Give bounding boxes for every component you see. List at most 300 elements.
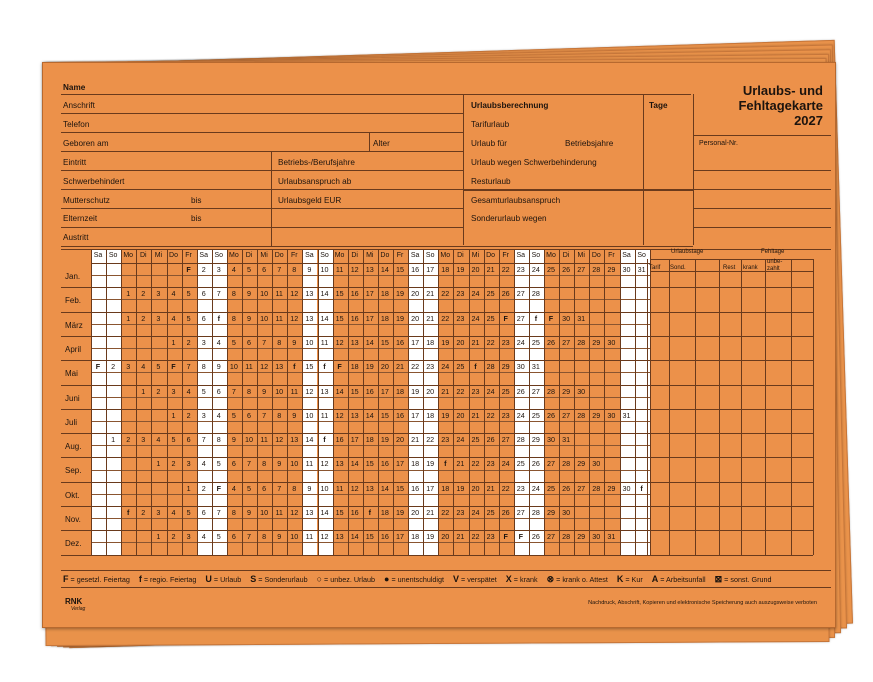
day-cell[interactable]: 29 (531, 435, 540, 445)
day-cell[interactable]: 20 (411, 508, 420, 517)
day-cell[interactable]: 28 (592, 265, 601, 274)
day-cell[interactable]: 11 (335, 265, 344, 274)
day-cell[interactable]: 5 (216, 459, 221, 469)
day-cell[interactable]: 18 (396, 386, 404, 396)
day-cell[interactable]: 4 (156, 435, 161, 445)
day-cell[interactable]: 1 (171, 337, 176, 347)
day-cell[interactable]: 23 (456, 508, 465, 517)
day-cell[interactable]: 27 (577, 265, 586, 274)
day-cell[interactable]: 30 (622, 265, 631, 274)
day-cell[interactable]: 7 (277, 265, 282, 274)
day-cell[interactable]: 23 (501, 410, 510, 420)
day-cell[interactable]: 14 (380, 483, 389, 493)
day-cell[interactable]: 22 (486, 410, 495, 420)
day-cell[interactable]: 20 (396, 435, 404, 445)
day-cell[interactable]: 23 (516, 265, 525, 274)
day-cell[interactable]: 4 (216, 410, 221, 420)
day-cell[interactable]: 29 (547, 508, 555, 517)
day-cell[interactable]: f (293, 362, 296, 372)
day-cell[interactable]: 18 (365, 435, 374, 445)
field-geboren[interactable]: Geboren am (63, 139, 109, 148)
day-cell[interactable]: 7 (201, 435, 206, 445)
day-cell[interactable]: 15 (305, 362, 314, 372)
day-cell[interactable]: 16 (411, 265, 420, 274)
day-cell[interactable]: 7 (186, 362, 191, 372)
day-cell[interactable]: 29 (562, 386, 571, 396)
day-cell[interactable]: 10 (260, 289, 269, 299)
day-cell[interactable]: 16 (350, 289, 359, 299)
day-cell[interactable]: 6 (186, 435, 191, 445)
day-cell[interactable]: 5 (171, 435, 176, 445)
day-cell[interactable]: 4 (231, 483, 236, 493)
day-cell[interactable]: 26 (531, 532, 540, 542)
day-cell[interactable]: 27 (516, 313, 525, 323)
day-cell[interactable]: 15 (396, 265, 404, 274)
day-cell[interactable]: f (217, 313, 220, 323)
day-cell[interactable]: 22 (456, 386, 465, 396)
day-cell[interactable]: 8 (247, 386, 251, 396)
day-cell[interactable]: 2 (141, 508, 146, 517)
day-cell[interactable]: 3 (186, 532, 191, 542)
day-cell[interactable]: F (518, 532, 523, 542)
day-cell[interactable]: 15 (335, 508, 344, 517)
day-cell[interactable]: 15 (335, 313, 344, 323)
day-cell[interactable]: 17 (365, 313, 374, 323)
day-cell[interactable]: 6 (201, 289, 206, 299)
day-cell[interactable]: 8 (292, 265, 297, 274)
day-cell[interactable]: 4 (201, 459, 206, 469)
day-cell[interactable]: 7 (277, 483, 282, 493)
day-cell[interactable]: 26 (486, 435, 495, 445)
day-cell[interactable]: 26 (501, 289, 510, 299)
row-resturlaub[interactable]: Resturlaub (471, 177, 511, 186)
day-cell[interactable]: 29 (592, 410, 601, 420)
day-cell[interactable]: 13 (290, 435, 299, 445)
day-cell[interactable]: 4 (141, 362, 146, 372)
day-cell[interactable]: 2 (126, 435, 131, 445)
day-cell[interactable]: 2 (141, 313, 146, 323)
day-cell[interactable]: 5 (186, 313, 191, 323)
day-cell[interactable]: 30 (577, 386, 586, 396)
day-cell[interactable]: 4 (171, 508, 176, 517)
day-cell[interactable]: 23 (426, 362, 435, 372)
day-cell[interactable]: 18 (441, 483, 450, 493)
field-austritt[interactable]: Austritt (63, 233, 89, 242)
day-cell[interactable]: 6 (231, 532, 236, 542)
day-cell[interactable]: 19 (456, 483, 465, 493)
day-cell[interactable]: 30 (592, 532, 601, 542)
field-anschrift[interactable]: Anschrift (63, 101, 95, 110)
day-cell[interactable]: 24 (471, 289, 480, 299)
day-cell[interactable]: 5 (186, 508, 191, 517)
day-cell[interactable]: 10 (305, 337, 314, 347)
day-cell[interactable]: 25 (531, 410, 540, 420)
field-elternzeit-bis[interactable]: bis (191, 214, 202, 223)
day-cell[interactable]: 3 (171, 386, 176, 396)
day-cell[interactable]: 23 (456, 289, 465, 299)
day-cell[interactable]: 26 (501, 508, 510, 517)
day-cell[interactable]: 7 (231, 386, 236, 396)
day-cell[interactable]: 12 (290, 313, 299, 323)
day-cell[interactable]: 11 (275, 508, 283, 517)
row-schwerbehinderung[interactable]: Urlaub wegen Schwerbehinderung (471, 158, 597, 167)
day-cell[interactable]: 30 (607, 337, 616, 347)
day-cell[interactable]: 12 (305, 386, 314, 396)
day-cell[interactable]: 15 (335, 289, 344, 299)
day-cell[interactable]: 18 (350, 362, 359, 372)
day-cell[interactable]: 15 (380, 337, 389, 347)
day-cell[interactable]: 11 (305, 459, 314, 469)
day-cell[interactable]: 5 (231, 410, 236, 420)
day-cell[interactable]: 2 (186, 337, 191, 347)
day-cell[interactable]: 23 (516, 483, 525, 493)
day-cell[interactable]: 27 (562, 410, 571, 420)
field-alter[interactable]: Alter (373, 139, 390, 148)
day-cell[interactable]: F (95, 362, 101, 372)
day-cell[interactable]: 14 (320, 313, 329, 323)
day-cell[interactable]: 24 (531, 265, 540, 274)
day-cell[interactable]: 26 (562, 483, 571, 493)
day-cell[interactable]: 3 (156, 313, 161, 323)
day-cell[interactable]: 19 (411, 386, 420, 396)
day-cell[interactable]: 14 (365, 337, 374, 347)
day-cell[interactable]: 11 (290, 386, 299, 396)
day-cell[interactable]: 9 (216, 362, 221, 372)
day-cell[interactable]: 25 (486, 508, 495, 517)
day-cell[interactable]: 25 (531, 337, 540, 347)
day-cell[interactable]: 25 (486, 313, 495, 323)
day-cell[interactable]: 13 (350, 337, 359, 347)
day-cell[interactable]: 23 (486, 532, 495, 542)
day-cell[interactable]: 24 (501, 459, 510, 469)
day-cell[interactable]: 11 (275, 289, 283, 299)
day-cell[interactable]: 18 (426, 337, 435, 347)
day-cell[interactable]: 1 (186, 483, 191, 493)
day-cell[interactable]: 22 (441, 289, 450, 299)
day-cell[interactable]: 13 (305, 313, 314, 323)
day-cell[interactable]: 20 (456, 410, 465, 420)
day-cell[interactable]: 28 (531, 508, 540, 517)
day-cell[interactable]: 9 (292, 410, 297, 420)
day-cell[interactable]: 12 (260, 362, 269, 372)
day-cell[interactable]: 22 (411, 362, 420, 372)
day-cell[interactable]: 12 (350, 483, 359, 493)
day-cell[interactable]: f (126, 508, 130, 517)
day-cell[interactable]: 25 (516, 459, 525, 469)
day-cell[interactable]: 5 (216, 532, 221, 542)
day-cell[interactable]: 14 (350, 532, 359, 542)
day-cell[interactable]: 4 (171, 289, 176, 299)
day-cell[interactable]: 2 (141, 289, 146, 299)
day-cell[interactable]: 15 (365, 532, 374, 542)
field-urlaubsgeld[interactable]: Urlaubsgeld EUR (278, 196, 342, 205)
day-cell[interactable]: 28 (562, 532, 571, 542)
day-cell[interactable]: 7 (262, 410, 267, 420)
day-cell[interactable]: f (534, 313, 538, 323)
day-cell[interactable]: 23 (456, 313, 465, 323)
day-cell[interactable]: 26 (516, 386, 525, 396)
day-cell[interactable]: 12 (290, 289, 299, 299)
day-cell[interactable]: 2 (201, 265, 206, 274)
day-cell[interactable]: 11 (320, 337, 329, 347)
day-cell[interactable]: 11 (305, 532, 314, 542)
field-mutterschutz[interactable]: Mutterschutz (63, 196, 110, 205)
day-cell[interactable]: 18 (380, 313, 389, 323)
day-cell[interactable]: 18 (411, 532, 420, 542)
day-cell[interactable]: 31 (607, 532, 616, 542)
day-cell[interactable]: 23 (471, 386, 480, 396)
day-cell[interactable]: 17 (426, 265, 435, 274)
day-cell[interactable]: 19 (426, 459, 435, 469)
day-cell[interactable]: 10 (229, 362, 238, 372)
day-cell[interactable]: 30 (516, 362, 525, 372)
day-cell[interactable]: 19 (456, 265, 465, 274)
day-cell[interactable]: 8 (231, 289, 236, 299)
day-cell[interactable]: 11 (275, 313, 283, 323)
day-cell[interactable]: 16 (365, 386, 374, 396)
field-telefon[interactable]: Telefon (63, 120, 90, 129)
day-cell[interactable]: 8 (216, 435, 221, 445)
field-urlaubsanspruch[interactable]: Urlaubsanspruch ab (278, 177, 352, 186)
day-cell[interactable]: 27 (516, 508, 525, 517)
day-cell[interactable]: 13 (305, 289, 314, 299)
day-cell[interactable]: 20 (380, 362, 389, 372)
day-cell[interactable]: 28 (577, 410, 586, 420)
day-cell[interactable]: 19 (441, 337, 450, 347)
day-cell[interactable]: 27 (501, 435, 510, 445)
day-cell[interactable]: 2 (111, 362, 116, 372)
day-cell[interactable]: F (171, 362, 176, 372)
day-cell[interactable]: 21 (471, 410, 480, 420)
day-cell[interactable]: 4 (231, 265, 236, 274)
day-cell[interactable]: 17 (380, 386, 389, 396)
day-cell[interactable]: 5 (247, 265, 251, 274)
day-cell[interactable]: 17 (365, 289, 374, 299)
day-cell[interactable]: 16 (380, 532, 389, 542)
day-cell[interactable]: 3 (141, 435, 146, 445)
day-cell[interactable]: 6 (201, 313, 206, 323)
day-cell[interactable]: 9 (277, 459, 282, 469)
day-cell[interactable]: 27 (562, 337, 571, 347)
field-schwerbehindert[interactable]: Schwerbehindert (63, 177, 125, 186)
field-betriebsjahre[interactable]: Betriebs-/Berufsjahre (278, 158, 355, 167)
day-cell[interactable]: F (548, 313, 554, 323)
day-cell[interactable]: 5 (231, 337, 236, 347)
day-cell[interactable]: 24 (471, 313, 480, 323)
day-cell[interactable]: 6 (247, 337, 251, 347)
day-cell[interactable]: 22 (441, 508, 450, 517)
day-cell[interactable]: 28 (577, 337, 586, 347)
day-cell[interactable]: 8 (201, 362, 206, 372)
day-cell[interactable]: 3 (156, 508, 161, 517)
day-cell[interactable]: 4 (171, 313, 176, 323)
day-cell[interactable]: 9 (247, 289, 251, 299)
day-cell[interactable]: 5 (186, 289, 191, 299)
day-cell[interactable]: f (368, 508, 371, 517)
day-cell[interactable]: 21 (456, 532, 465, 542)
day-cell[interactable]: F (503, 313, 508, 323)
day-cell[interactable]: 21 (486, 483, 495, 493)
day-cell[interactable]: 21 (396, 362, 404, 372)
day-cell[interactable]: 17 (426, 483, 435, 493)
day-cell[interactable]: 21 (486, 265, 495, 274)
day-cell[interactable]: 20 (456, 337, 465, 347)
day-cell[interactable]: 16 (396, 337, 404, 347)
day-cell[interactable]: 4 (186, 386, 191, 396)
day-cell[interactable]: 10 (260, 313, 269, 323)
day-cell[interactable]: F (216, 483, 221, 493)
day-cell[interactable]: 1 (171, 410, 176, 420)
day-cell[interactable]: 30 (547, 435, 555, 445)
day-cell[interactable]: 21 (456, 459, 465, 469)
day-cell[interactable]: 30 (562, 508, 571, 517)
day-cell[interactable]: 12 (335, 337, 344, 347)
day-cell[interactable]: 18 (441, 265, 450, 274)
row-betriebsjahre[interactable]: Betriebsjahre (565, 139, 614, 148)
day-cell[interactable]: 14 (365, 410, 374, 420)
day-cell[interactable]: 7 (247, 532, 251, 542)
day-cell[interactable]: 8 (292, 483, 297, 493)
day-cell[interactable]: 17 (411, 337, 420, 347)
day-cell[interactable]: 4 (201, 532, 206, 542)
day-cell[interactable]: 10 (290, 532, 299, 542)
day-cell[interactable]: 13 (350, 410, 359, 420)
day-cell[interactable]: 2 (186, 410, 191, 420)
day-cell[interactable]: 16 (411, 483, 420, 493)
day-cell[interactable]: 30 (607, 410, 616, 420)
day-cell[interactable]: 3 (126, 362, 131, 372)
day-cell[interactable]: 10 (245, 435, 253, 445)
day-cell[interactable]: 5 (201, 386, 206, 396)
day-cell[interactable]: 9 (247, 313, 251, 323)
day-cell[interactable]: 24 (441, 362, 450, 372)
day-cell[interactable]: F (503, 532, 508, 542)
day-cell[interactable]: 15 (396, 483, 404, 493)
day-cell[interactable]: 20 (471, 265, 480, 274)
day-cell[interactable]: 28 (547, 386, 555, 396)
day-cell[interactable]: 6 (262, 483, 267, 493)
day-cell[interactable]: 19 (380, 435, 389, 445)
row-urlaub-fuer[interactable]: Urlaub für (471, 139, 507, 148)
day-cell[interactable]: 19 (396, 289, 404, 299)
day-cell[interactable]: 30 (562, 313, 571, 323)
day-cell[interactable]: 17 (350, 435, 359, 445)
day-cell[interactable]: 12 (290, 508, 299, 517)
day-cell[interactable]: 24 (486, 386, 495, 396)
day-cell[interactable]: 9 (277, 532, 282, 542)
day-cell[interactable]: 27 (516, 289, 525, 299)
day-cell[interactable]: 18 (426, 410, 435, 420)
day-cell[interactable]: 14 (320, 289, 329, 299)
day-cell[interactable]: 15 (350, 386, 359, 396)
day-cell[interactable]: 14 (350, 459, 359, 469)
day-cell[interactable]: 1 (111, 435, 116, 445)
day-cell[interactable]: 19 (441, 410, 450, 420)
day-cell[interactable]: 12 (275, 435, 284, 445)
day-cell[interactable]: 12 (335, 410, 344, 420)
day-cell[interactable]: 9 (292, 337, 297, 347)
day-cell[interactable]: 17 (396, 532, 404, 542)
day-cell[interactable]: 14 (305, 435, 314, 445)
day-cell[interactable]: f (474, 362, 477, 372)
day-cell[interactable]: 20 (426, 386, 435, 396)
personal-nr[interactable]: Personal-Nr. (699, 140, 738, 147)
day-cell[interactable]: 11 (245, 362, 253, 372)
day-cell[interactable]: 12 (350, 265, 359, 274)
day-cell[interactable]: 26 (547, 337, 555, 347)
day-cell[interactable]: 8 (262, 532, 267, 542)
day-cell[interactable]: 26 (531, 459, 540, 469)
day-cell[interactable]: 25 (456, 362, 465, 372)
day-cell[interactable]: 2 (201, 483, 206, 493)
day-cell[interactable]: 31 (577, 313, 586, 323)
day-cell[interactable]: 8 (277, 337, 282, 347)
day-cell[interactable]: 12 (320, 532, 329, 542)
day-cell[interactable]: 6 (216, 386, 221, 396)
day-cell[interactable]: 31 (622, 410, 631, 420)
day-cell[interactable]: 11 (260, 435, 268, 445)
day-cell[interactable]: 3 (201, 337, 206, 347)
day-cell[interactable]: 3 (156, 289, 161, 299)
day-cell[interactable]: F (337, 362, 342, 372)
day-cell[interactable]: 3 (201, 410, 206, 420)
day-cell[interactable]: 21 (426, 508, 435, 517)
day-cell[interactable]: 1 (156, 459, 161, 469)
day-cell[interactable]: 3 (186, 459, 191, 469)
day-cell[interactable]: 11 (335, 483, 344, 493)
day-cell[interactable]: 2 (171, 532, 176, 542)
day-cell[interactable]: 16 (350, 313, 359, 323)
day-cell[interactable]: 27 (547, 532, 555, 542)
field-elternzeit[interactable]: Elternzeit (63, 214, 98, 223)
day-cell[interactable]: 1 (156, 532, 161, 542)
day-cell[interactable]: 20 (471, 483, 480, 493)
day-cell[interactable]: 10 (305, 410, 314, 420)
day-cell[interactable]: 20 (411, 289, 420, 299)
day-cell[interactable]: 19 (396, 508, 404, 517)
day-cell[interactable]: f (323, 362, 326, 372)
day-cell[interactable]: F (186, 265, 191, 274)
day-cell[interactable]: 28 (516, 435, 525, 445)
day-cell[interactable]: 29 (607, 483, 616, 493)
day-cell[interactable]: f (444, 459, 447, 469)
day-cell[interactable]: 9 (307, 483, 312, 493)
day-cell[interactable]: 4 (216, 337, 221, 347)
day-cell[interactable]: 8 (262, 459, 267, 469)
day-cell[interactable]: 25 (471, 435, 480, 445)
day-cell[interactable]: 27 (531, 386, 540, 396)
day-cell[interactable]: 1 (126, 289, 131, 299)
field-mutterschutz-bis[interactable]: bis (191, 196, 202, 205)
row-tarifurlaub[interactable]: Tarifurlaub (471, 120, 510, 129)
day-cell[interactable]: 11 (320, 410, 329, 420)
day-cell[interactable]: 10 (320, 483, 329, 493)
day-cell[interactable]: 14 (320, 508, 329, 517)
day-cell[interactable]: 26 (562, 265, 571, 274)
day-cell[interactable]: 29 (592, 337, 601, 347)
day-cell[interactable]: 10 (290, 459, 299, 469)
day-cell[interactable]: 13 (275, 362, 284, 372)
day-cell[interactable]: 17 (396, 459, 404, 469)
day-cell[interactable]: 17 (411, 410, 420, 420)
day-cell[interactable]: 29 (577, 532, 586, 542)
day-cell[interactable]: 13 (365, 483, 374, 493)
day-cell[interactable]: 14 (335, 386, 344, 396)
day-cell[interactable]: 6 (262, 265, 267, 274)
day-cell[interactable]: 22 (471, 459, 480, 469)
day-cell[interactable]: 21 (441, 386, 450, 396)
day-cell[interactable]: 29 (607, 265, 616, 274)
